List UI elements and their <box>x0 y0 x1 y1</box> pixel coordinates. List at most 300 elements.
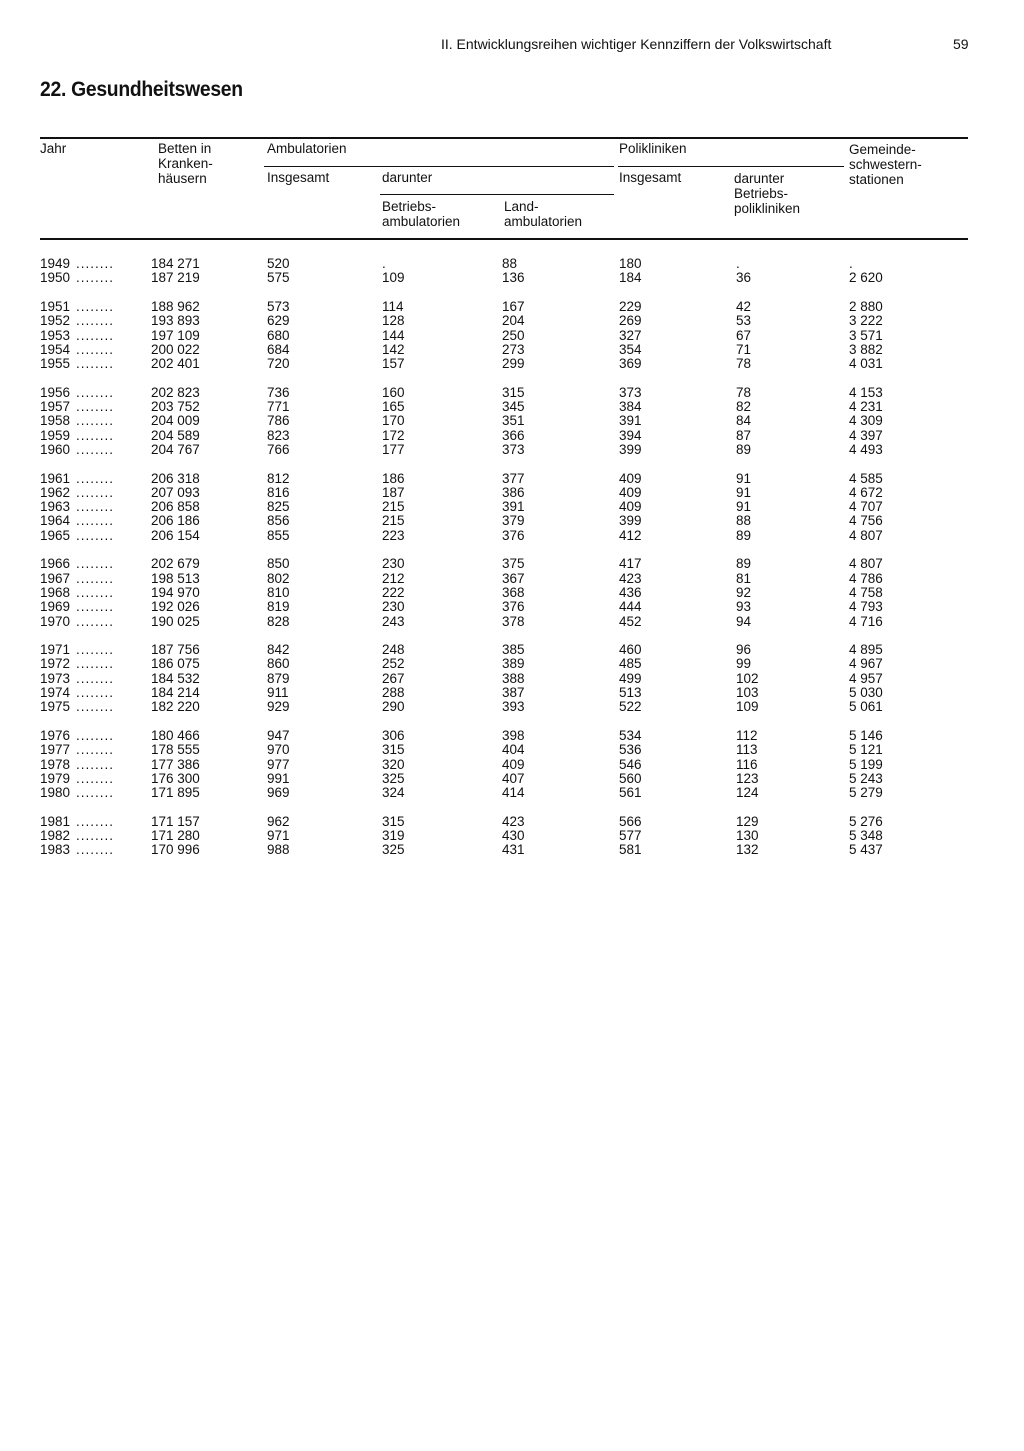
cell-polikliniken: 184 <box>619 270 642 286</box>
cell-jahr: 1957 <box>40 399 71 414</box>
leader-dots: ........ <box>76 427 115 443</box>
leader-dots: ........ <box>76 613 115 629</box>
cell-landambulatorien: 431 <box>502 842 525 858</box>
table-row <box>0 413 1024 428</box>
cell-jahr: 1969 <box>40 599 71 615</box>
table-row <box>0 556 1024 571</box>
cell-betriebsambulatorien: 324 <box>382 785 405 801</box>
cell-betten: 202 823 <box>151 384 200 400</box>
cell-gemeindeschwesternstationen: 5 146 <box>849 727 883 743</box>
leader-dots: ........ <box>76 742 115 758</box>
leader-dots: ........ <box>76 785 115 801</box>
cell-jahr: 1981 <box>40 813 71 829</box>
table-row <box>0 585 1024 600</box>
table-row <box>0 256 1024 271</box>
cell-landambulatorien: 393 <box>502 699 525 715</box>
cell-betten: 207 093 <box>151 484 200 500</box>
cell-polikliniken: 409 <box>619 470 642 486</box>
cell-ambulatorien: 947 <box>267 727 290 743</box>
cell-ambulatorien: 991 <box>267 770 290 786</box>
leader-dots: ........ <box>76 670 115 686</box>
cell-betriebspolikliniken: 132 <box>736 842 759 858</box>
leader-dots: ........ <box>76 384 115 400</box>
leader-dots: ........ <box>76 599 115 615</box>
cell-ambulatorien: 736 <box>267 384 290 400</box>
cell-gemeindeschwesternstationen: . <box>849 256 853 271</box>
cell-betriebsambulatorien: 172 <box>382 427 405 443</box>
cell-betriebsambulatorien: . <box>382 256 386 271</box>
cell-betten: 186 075 <box>151 656 200 672</box>
cell-betriebsambulatorien: 215 <box>382 513 405 529</box>
table-row <box>0 814 1024 829</box>
cell-betriebspolikliniken: 93 <box>736 599 752 615</box>
cell-betten: 197 109 <box>151 327 200 343</box>
table-row <box>0 471 1024 486</box>
cell-gemeindeschwesternstationen: 4 707 <box>849 499 883 515</box>
cell-ambulatorien: 680 <box>267 327 290 343</box>
leader-dots: ........ <box>76 513 115 529</box>
cell-betriebspolikliniken: 96 <box>736 642 752 658</box>
darunter-rule <box>380 194 614 195</box>
cell-betten: 184 214 <box>151 685 200 700</box>
cell-gemeindeschwesternstationen: 3 222 <box>849 313 883 329</box>
cell-polikliniken: 417 <box>619 556 642 572</box>
cell-gemeindeschwesternstationen: 4 758 <box>849 584 883 600</box>
cell-betriebsambulatorien: 160 <box>382 384 405 400</box>
cell-gemeindeschwesternstationen: 5 243 <box>849 770 883 786</box>
top-rule <box>40 137 968 139</box>
cell-polikliniken: 566 <box>619 813 642 829</box>
cell-betriebspolikliniken: 91 <box>736 470 752 486</box>
header-poli-darunter: darunter Betriebs- polikliniken <box>734 171 801 216</box>
cell-gemeindeschwesternstationen: 4 793 <box>849 599 883 615</box>
cell-betten: 171 157 <box>151 813 200 829</box>
cell-gemeindeschwesternstationen: 4 716 <box>849 613 883 629</box>
cell-polikliniken: 327 <box>619 327 642 343</box>
cell-landambulatorien: 407 <box>502 770 525 786</box>
running-head: II. Entwicklungsreihen wichtiger Kennziffern der Volkswirtschaft <box>441 36 832 52</box>
header-betriebsambulatorien: Betriebs- ambulatorien <box>382 199 461 229</box>
cell-betten: 180 466 <box>151 727 200 743</box>
cell-betten: 184 532 <box>151 670 200 686</box>
cell-polikliniken: 536 <box>619 742 642 758</box>
cell-ambulatorien: 766 <box>267 441 290 457</box>
cell-ambulatorien: 629 <box>267 313 290 329</box>
cell-ambulatorien: 825 <box>267 499 290 515</box>
cell-betten: 203 752 <box>151 399 200 414</box>
cell-betriebspolikliniken: 94 <box>736 613 752 629</box>
cell-betten: 194 970 <box>151 584 200 600</box>
cell-betriebsambulatorien: 144 <box>382 327 405 343</box>
cell-gemeindeschwesternstationen: 4 585 <box>849 470 883 486</box>
cell-ambulatorien: 970 <box>267 742 290 758</box>
cell-betriebsambulatorien: 320 <box>382 756 405 772</box>
table-row <box>0 399 1024 414</box>
page-number: 59 <box>953 36 969 52</box>
cell-jahr: 1959 <box>40 427 71 443</box>
table-row <box>0 599 1024 614</box>
cell-gemeindeschwesternstationen: 4 672 <box>849 484 883 500</box>
cell-polikliniken: 522 <box>619 699 642 715</box>
cell-landambulatorien: 345 <box>502 399 525 414</box>
cell-betten: 193 893 <box>151 313 200 329</box>
header-bottom-rule <box>40 238 968 240</box>
cell-gemeindeschwesternstationen: 4 031 <box>849 356 883 372</box>
table-row <box>0 571 1024 586</box>
cell-polikliniken: 513 <box>619 685 642 700</box>
table-row <box>0 356 1024 371</box>
table-row <box>0 428 1024 443</box>
cell-gemeindeschwesternstationen: 3 882 <box>849 341 883 357</box>
cell-polikliniken: 499 <box>619 670 642 686</box>
cell-ambulatorien: 977 <box>267 756 290 772</box>
cell-ambulatorien: 812 <box>267 470 290 486</box>
cell-betten: 171 280 <box>151 828 200 843</box>
cell-ambulatorien: 842 <box>267 642 290 658</box>
cell-polikliniken: 391 <box>619 413 642 429</box>
cell-landambulatorien: 388 <box>502 670 525 686</box>
cell-polikliniken: 409 <box>619 499 642 515</box>
cell-gemeindeschwesternstationen: 4 807 <box>849 527 883 543</box>
cell-gemeindeschwesternstationen: 5 276 <box>849 813 883 829</box>
cell-betriebspolikliniken: 91 <box>736 484 752 500</box>
leader-dots: ........ <box>76 313 115 329</box>
cell-betriebspolikliniken: 89 <box>736 556 752 572</box>
polikliniken-rule <box>618 166 844 167</box>
cell-betriebsambulatorien: 157 <box>382 356 405 372</box>
cell-betten: 206 318 <box>151 470 200 486</box>
cell-polikliniken: 561 <box>619 785 642 801</box>
cell-jahr: 1953 <box>40 327 71 343</box>
cell-landambulatorien: 423 <box>502 813 525 829</box>
cell-betten: 178 555 <box>151 742 200 758</box>
cell-jahr: 1976 <box>40 727 71 743</box>
cell-jahr: 1975 <box>40 699 71 715</box>
cell-gemeindeschwesternstationen: 5 279 <box>849 785 883 801</box>
table-row <box>0 685 1024 700</box>
cell-betten: 176 300 <box>151 770 200 786</box>
cell-betriebspolikliniken: 130 <box>736 828 759 843</box>
cell-polikliniken: 180 <box>619 256 642 271</box>
cell-gemeindeschwesternstationen: 4 231 <box>849 399 883 414</box>
cell-betriebsambulatorien: 315 <box>382 742 405 758</box>
leader-dots: ........ <box>76 270 115 286</box>
cell-gemeindeschwesternstationen: 4 786 <box>849 570 883 586</box>
header-jahr: Jahr <box>40 141 67 156</box>
cell-betriebsambulatorien: 319 <box>382 828 405 843</box>
cell-gemeindeschwesternstationen: 5 121 <box>849 742 883 758</box>
cell-landambulatorien: 167 <box>502 298 525 314</box>
cell-jahr: 1962 <box>40 484 71 500</box>
cell-jahr: 1961 <box>40 470 71 486</box>
cell-landambulatorien: 88 <box>502 256 518 271</box>
cell-ambulatorien: 810 <box>267 584 290 600</box>
cell-ambulatorien: 771 <box>267 399 290 414</box>
cell-betten: 190 025 <box>151 613 200 629</box>
cell-betriebspolikliniken: 109 <box>736 699 759 715</box>
cell-jahr: 1973 <box>40 670 71 686</box>
cell-jahr: 1952 <box>40 313 71 329</box>
cell-gemeindeschwesternstationen: 4 493 <box>849 441 883 457</box>
header-amb-darunter: darunter <box>382 170 433 185</box>
cell-landambulatorien: 375 <box>502 556 525 572</box>
cell-ambulatorien: 684 <box>267 341 290 357</box>
cell-landambulatorien: 204 <box>502 313 525 329</box>
header-amb-insgesamt: Insgesamt <box>267 170 330 185</box>
cell-jahr: 1971 <box>40 642 71 658</box>
cell-ambulatorien: 520 <box>267 256 290 271</box>
cell-betriebsambulatorien: 248 <box>382 642 405 658</box>
cell-polikliniken: 354 <box>619 341 642 357</box>
leader-dots: ........ <box>76 642 115 658</box>
leader-dots: ........ <box>76 770 115 786</box>
cell-landambulatorien: 378 <box>502 613 525 629</box>
cell-betriebsambulatorien: 290 <box>382 699 405 715</box>
cell-polikliniken: 581 <box>619 842 642 858</box>
cell-ambulatorien: 575 <box>267 270 290 286</box>
cell-gemeindeschwesternstationen: 5 030 <box>849 685 883 700</box>
table-row <box>0 728 1024 743</box>
cell-gemeindeschwesternstationen: 4 967 <box>849 656 883 672</box>
cell-polikliniken: 460 <box>619 642 642 658</box>
cell-betriebsambulatorien: 114 <box>382 298 404 314</box>
cell-ambulatorien: 819 <box>267 599 290 615</box>
cell-landambulatorien: 376 <box>502 599 525 615</box>
cell-landambulatorien: 136 <box>502 270 525 286</box>
cell-betriebspolikliniken: 129 <box>736 813 759 829</box>
ambulatorien-rule <box>264 166 614 167</box>
cell-betriebspolikliniken: . <box>736 256 740 271</box>
cell-betten: 187 756 <box>151 642 200 658</box>
cell-polikliniken: 229 <box>619 298 642 314</box>
cell-jahr: 1951 <box>40 298 71 314</box>
cell-betriebsambulatorien: 315 <box>382 813 405 829</box>
cell-jahr: 1955 <box>40 356 71 372</box>
table-row <box>0 785 1024 800</box>
cell-betten: 204 009 <box>151 413 200 429</box>
cell-betriebspolikliniken: 91 <box>736 499 752 515</box>
cell-jahr: 1977 <box>40 742 71 758</box>
cell-landambulatorien: 391 <box>502 499 525 515</box>
cell-betten: 184 271 <box>151 256 200 271</box>
cell-polikliniken: 399 <box>619 513 642 529</box>
cell-betriebsambulatorien: 306 <box>382 727 405 743</box>
cell-jahr: 1982 <box>40 828 71 843</box>
table-row <box>0 656 1024 671</box>
cell-landambulatorien: 366 <box>502 427 525 443</box>
cell-betten: 177 386 <box>151 756 200 772</box>
cell-gemeindeschwesternstationen: 4 397 <box>849 427 883 443</box>
cell-landambulatorien: 273 <box>502 341 525 357</box>
cell-gemeindeschwesternstationen: 5 348 <box>849 828 883 843</box>
table-row <box>0 385 1024 400</box>
cell-polikliniken: 399 <box>619 441 642 457</box>
cell-betriebsambulatorien: 222 <box>382 584 405 600</box>
cell-betriebspolikliniken: 103 <box>736 685 759 700</box>
cell-ambulatorien: 786 <box>267 413 290 429</box>
cell-landambulatorien: 373 <box>502 441 525 457</box>
cell-landambulatorien: 368 <box>502 584 525 600</box>
cell-betten: 204 589 <box>151 427 200 443</box>
cell-ambulatorien: 879 <box>267 670 290 686</box>
table-row <box>0 328 1024 343</box>
cell-betten: 206 154 <box>151 527 200 543</box>
table-row <box>0 757 1024 772</box>
cell-gemeindeschwesternstationen: 4 309 <box>849 413 883 429</box>
cell-betriebspolikliniken: 78 <box>736 356 752 372</box>
cell-polikliniken: 436 <box>619 584 642 600</box>
cell-landambulatorien: 404 <box>502 742 525 758</box>
header-poli-insgesamt: Insgesamt <box>619 170 682 185</box>
cell-betriebspolikliniken: 113 <box>736 742 758 758</box>
cell-gemeindeschwesternstationen: 4 153 <box>849 384 883 400</box>
cell-betriebspolikliniken: 36 <box>736 270 752 286</box>
cell-jahr: 1958 <box>40 413 71 429</box>
cell-jahr: 1978 <box>40 756 71 772</box>
cell-betten: 170 996 <box>151 842 200 858</box>
leader-dots: ........ <box>76 256 115 271</box>
cell-betten: 171 895 <box>151 785 200 801</box>
cell-gemeindeschwesternstationen: 5 437 <box>849 842 883 858</box>
table-row <box>0 842 1024 857</box>
leader-dots: ........ <box>76 584 115 600</box>
header-ambulatorien: Ambulatorien <box>267 141 347 156</box>
cell-polikliniken: 452 <box>619 613 642 629</box>
cell-landambulatorien: 414 <box>502 785 525 801</box>
cell-betten: 206 858 <box>151 499 200 515</box>
cell-gemeindeschwesternstationen: 4 807 <box>849 556 883 572</box>
cell-betten: 187 219 <box>151 270 200 286</box>
cell-landambulatorien: 387 <box>502 685 525 700</box>
cell-betriebspolikliniken: 67 <box>736 327 752 343</box>
cell-betriebsambulatorien: 165 <box>382 399 405 414</box>
cell-jahr: 1964 <box>40 513 71 529</box>
table-title: 22. Gesundheitswesen <box>40 78 243 101</box>
cell-gemeindeschwesternstationen: 2 880 <box>849 298 883 314</box>
table-row <box>0 299 1024 314</box>
cell-polikliniken: 444 <box>619 599 642 615</box>
leader-dots: ........ <box>76 341 115 357</box>
cell-jahr: 1950 <box>40 270 71 286</box>
table-row <box>0 485 1024 500</box>
table-row <box>0 742 1024 757</box>
header-betten: Betten in Kranken- häusern <box>158 141 213 186</box>
cell-landambulatorien: 409 <box>502 756 525 772</box>
cell-ambulatorien: 855 <box>267 527 290 543</box>
table-row <box>0 313 1024 328</box>
cell-betten: 202 401 <box>151 356 200 372</box>
leader-dots: ........ <box>76 484 115 500</box>
cell-polikliniken: 577 <box>619 828 642 843</box>
cell-gemeindeschwesternstationen: 5 061 <box>849 699 883 715</box>
cell-betriebspolikliniken: 71 <box>736 341 752 357</box>
cell-gemeindeschwesternstationen: 5 199 <box>849 756 883 772</box>
cell-betriebsambulatorien: 212 <box>382 570 405 586</box>
cell-betriebspolikliniken: 78 <box>736 384 752 400</box>
cell-landambulatorien: 398 <box>502 727 525 743</box>
cell-betriebsambulatorien: 230 <box>382 556 405 572</box>
table-row <box>0 614 1024 629</box>
cell-jahr: 1954 <box>40 341 71 357</box>
cell-betriebsambulatorien: 267 <box>382 670 405 686</box>
cell-betriebsambulatorien: 288 <box>382 685 405 700</box>
cell-landambulatorien: 367 <box>502 570 525 586</box>
table-row <box>0 499 1024 514</box>
table-row <box>0 671 1024 686</box>
cell-jahr: 1970 <box>40 613 71 629</box>
cell-betriebspolikliniken: 84 <box>736 413 752 429</box>
cell-jahr: 1968 <box>40 584 71 600</box>
cell-landambulatorien: 351 <box>502 413 525 429</box>
cell-jahr: 1963 <box>40 499 71 515</box>
cell-betriebspolikliniken: 124 <box>736 785 759 801</box>
leader-dots: ........ <box>76 727 115 743</box>
table-row <box>0 513 1024 528</box>
cell-gemeindeschwesternstationen: 3 571 <box>849 327 883 343</box>
cell-betriebspolikliniken: 81 <box>736 570 752 586</box>
leader-dots: ........ <box>76 499 115 515</box>
table-row <box>0 342 1024 357</box>
cell-polikliniken: 384 <box>619 399 642 414</box>
leader-dots: ........ <box>76 413 115 429</box>
cell-betten: 206 186 <box>151 513 200 529</box>
cell-landambulatorien: 250 <box>502 327 525 343</box>
cell-betten: 182 220 <box>151 699 200 715</box>
cell-polikliniken: 423 <box>619 570 642 586</box>
cell-betriebsambulatorien: 142 <box>382 341 405 357</box>
cell-gemeindeschwesternstationen: 2 620 <box>849 270 883 286</box>
leader-dots: ........ <box>76 699 115 715</box>
cell-betriebsambulatorien: 170 <box>382 413 405 429</box>
cell-betriebsambulatorien: 325 <box>382 842 405 858</box>
table-row <box>0 771 1024 786</box>
cell-jahr: 1967 <box>40 570 71 586</box>
cell-ambulatorien: 860 <box>267 656 290 672</box>
cell-betriebspolikliniken: 88 <box>736 513 752 529</box>
cell-ambulatorien: 988 <box>267 842 290 858</box>
cell-betriebsambulatorien: 243 <box>382 613 405 629</box>
cell-betriebspolikliniken: 102 <box>736 670 759 686</box>
leader-dots: ........ <box>76 399 115 414</box>
table-row <box>0 699 1024 714</box>
cell-polikliniken: 546 <box>619 756 642 772</box>
cell-ambulatorien: 802 <box>267 570 290 586</box>
cell-betriebsambulatorien: 109 <box>382 270 405 286</box>
leader-dots: ........ <box>76 570 115 586</box>
cell-betriebsambulatorien: 186 <box>382 470 405 486</box>
cell-jahr: 1949 <box>40 256 71 271</box>
table-row <box>0 528 1024 543</box>
cell-polikliniken: 412 <box>619 527 642 543</box>
cell-ambulatorien: 816 <box>267 484 290 500</box>
cell-polikliniken: 394 <box>619 427 642 443</box>
leader-dots: ........ <box>76 656 115 672</box>
cell-betriebspolikliniken: 89 <box>736 441 752 457</box>
cell-ambulatorien: 962 <box>267 813 290 829</box>
cell-betten: 192 026 <box>151 599 200 615</box>
cell-jahr: 1965 <box>40 527 71 543</box>
cell-betriebspolikliniken: 123 <box>736 770 759 786</box>
cell-gemeindeschwesternstationen: 4 957 <box>849 670 883 686</box>
leader-dots: ........ <box>76 556 115 572</box>
cell-jahr: 1966 <box>40 556 71 572</box>
cell-landambulatorien: 430 <box>502 828 525 843</box>
cell-betten: 200 022 <box>151 341 200 357</box>
cell-jahr: 1983 <box>40 842 71 858</box>
cell-betriebsambulatorien: 223 <box>382 527 405 543</box>
cell-betten: 188 962 <box>151 298 200 314</box>
cell-polikliniken: 409 <box>619 484 642 500</box>
